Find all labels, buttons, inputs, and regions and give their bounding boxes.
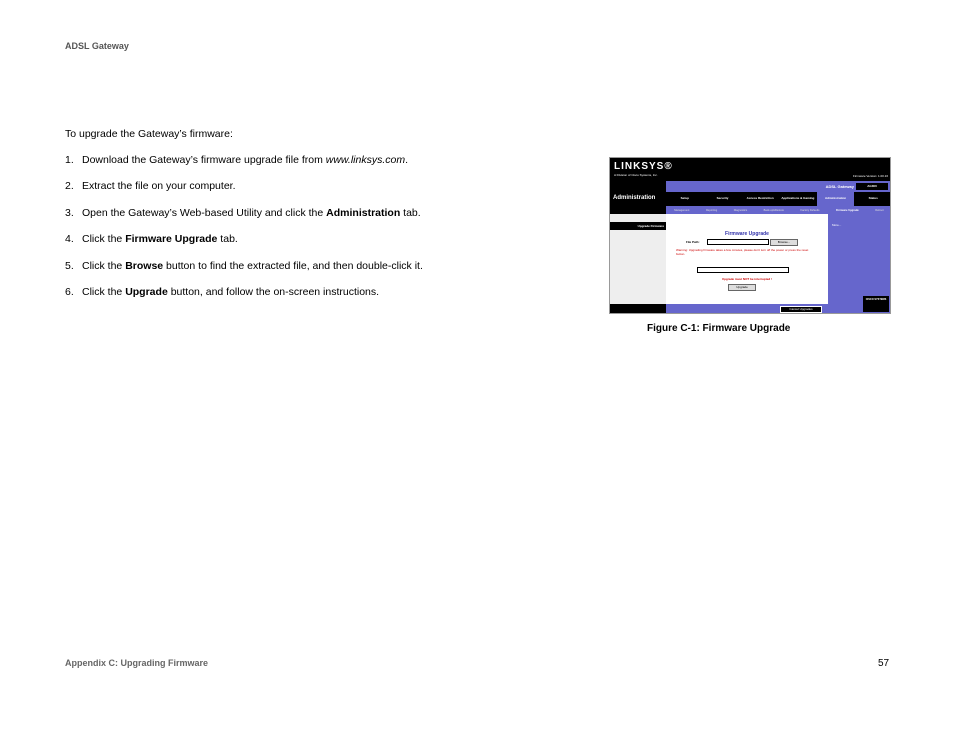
- step-5: [65, 260, 565, 273]
- step-2: [65, 180, 565, 193]
- step-number: 3.: [65, 206, 74, 219]
- cancel-upgrades-button[interactable]: Cancel Upgrades: [780, 306, 822, 313]
- running-header: ADSL Gateway: [65, 41, 129, 51]
- left-heading: Upgrade Firmware: [610, 222, 666, 230]
- subtab-firmware-upgrade[interactable]: Firmware Upgrade: [835, 208, 859, 212]
- tab-status[interactable]: Status: [868, 196, 878, 200]
- step-text: Extract the file on your computer.: [82, 180, 236, 193]
- step-number: 1.: [65, 154, 74, 166]
- step-number: 4.: [65, 233, 74, 246]
- main-panel: [666, 214, 828, 314]
- step-6: [65, 286, 565, 299]
- upgrade-button[interactable]: Upgrade: [728, 284, 756, 291]
- firmware-version: Firmware Version: 1.00.16: [852, 174, 888, 178]
- subtab-factory-defaults[interactable]: Factory Defaults: [800, 208, 820, 212]
- panel-title: Firmware Upgrade: [725, 231, 769, 237]
- step-text: Click the Firmware Upgrade tab.: [82, 233, 238, 246]
- browse-button[interactable]: Browse...: [770, 239, 798, 246]
- figure-caption: Figure C-1: Firmware Upgrade: [647, 323, 791, 334]
- subtab-diagnostics[interactable]: Diagnostics: [733, 208, 748, 212]
- step-text: Download the Gateway’s firmware upgrade file from www.linksys.com.: [82, 154, 409, 166]
- main-tabs: [666, 192, 891, 206]
- file-path-label: File Path:: [686, 240, 700, 244]
- subtab-management[interactable]: Management: [674, 208, 690, 212]
- tab-applications-gaming[interactable]: Applications & Gaming: [781, 196, 815, 200]
- nav-bar: [666, 181, 891, 214]
- no-interrupt-notice: Upgrade must NOT be interrupted !: [721, 277, 773, 281]
- warning-text: Warning: Upgrading firmware takes a few minutes, please don't turn off the power or press the reset button.: [676, 248, 809, 256]
- help-column: [828, 214, 891, 314]
- step-text: Open the Gateway’s Web-based Utility and click the Administration tab.: [82, 206, 421, 219]
- firmware-upgrade-screenshot: [609, 157, 891, 314]
- progress-field: [697, 267, 789, 273]
- step-number: 6.: [65, 285, 74, 298]
- section-label-box: [610, 181, 666, 214]
- subtab-reboot[interactable]: Reboot: [875, 208, 884, 212]
- step-3: [65, 207, 565, 220]
- page-number: 57: [878, 658, 890, 669]
- step-number: 2.: [65, 180, 74, 193]
- left-footer-bar: [610, 304, 666, 314]
- file-path-input[interactable]: [707, 239, 769, 245]
- linksys-link[interactable]: www.linksys.com: [325, 154, 406, 166]
- model-number: AG300: [856, 183, 888, 190]
- step-4: [65, 233, 565, 246]
- subtab-backup-restore[interactable]: Back-up&Restore: [763, 208, 784, 212]
- screenshot-header: [610, 158, 891, 181]
- linksys-logo: LINKSYS®: [614, 161, 673, 172]
- tab-security[interactable]: Security: [716, 196, 729, 200]
- tab-administration[interactable]: Administration: [817, 192, 855, 206]
- footer-label: Appendix C: Upgrading Firmware: [65, 658, 209, 668]
- more-link[interactable]: More...: [832, 223, 842, 227]
- step-text: Click the Upgrade button, and follow the on-screen instructions.: [82, 285, 380, 298]
- step-number: 5.: [65, 259, 74, 272]
- step-text: Click the Browse button to find the extracted file, and then double-click it.: [82, 259, 423, 272]
- intro-text: To upgrade the Gateway’s firmware:: [65, 128, 233, 140]
- cisco-logo: CISCO SYSTEMS: [863, 296, 889, 312]
- tab-setup[interactable]: Setup: [680, 196, 689, 200]
- sub-tabs: [666, 206, 891, 214]
- logo-subtitle: A Division of Cisco Systems, Inc.: [614, 173, 658, 177]
- section-title: Administration: [613, 195, 656, 201]
- product-name: ADSL Gateway: [825, 184, 854, 189]
- tab-access-restriction[interactable]: Access Restriction: [746, 196, 774, 200]
- instructions: [65, 128, 565, 312]
- subtab-reporting[interactable]: Reporting: [705, 208, 718, 212]
- step-1: [65, 154, 565, 167]
